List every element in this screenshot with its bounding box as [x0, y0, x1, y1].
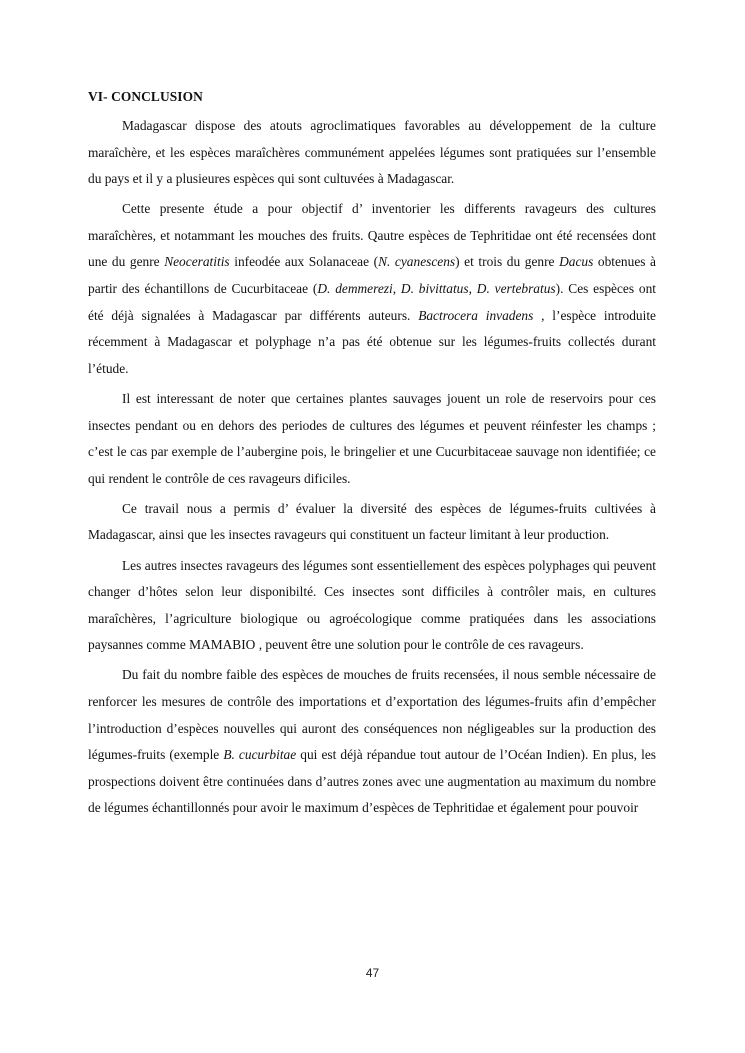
taxon-name: Dacus — [559, 254, 594, 270]
paragraph-intro: Madagascar dispose des atouts agroclimatiques favorables au développement de la culture maraîchère, et les espèces maraîchères communément appelées légumes sont pratiquées sur l’ensemble du pays et il y a plusieures espèces qui sont cultuvées à Madagascar. — [88, 118, 656, 187]
text-run: infeodée aux Solanaceae ( — [229, 254, 379, 270]
text-run: Cette presente étude a pour objectif d’ inventorier les differents ravageurs des cultures maraîchères, et notammant les mouches des fruits. Qautre espèces de Tephritidae ont été recensées dont une du genre — [88, 201, 656, 270]
text-run: ) et trois du genre — [455, 254, 560, 270]
text-run: Du fait du nombre faible des espèces de mouches de fruits recensées, il nous semble nécessaire de renforcer les mesures de contrôle des importations et d’exportation des légumes-fruits afin d’empêcher l’introduction d’espèces nouvelles qui auront des conséquences non négligeables sur la production des légumes-fruits (exemple — [88, 667, 656, 763]
text-run: qui est déjà répandue tout autour de l’Océan Indien). En plus, les prospections doivent être continuées dans d’autres zones avec une augmentation au maximum du nombre de légumes échantillonnés pour avoir le maximum d’espèces de Tephritidae et également pour pouvoir — [88, 747, 656, 816]
document-page — [88, 86, 656, 825]
paragraph-objective — [88, 196, 656, 382]
taxon-name: Neoceratitis — [164, 254, 230, 270]
text-run: , — [468, 281, 477, 297]
taxon-name: N. cyanescens — [378, 254, 456, 270]
text-run: , — [392, 281, 401, 297]
page-number: 47 — [365, 966, 380, 980]
paragraph-diversity: Ce travail nous a permis d’ évaluer la diversité des espèces de légumes-fruits cultivées à Madagascar, ainsi que les insectes ravageurs qui constituent un facteur limitant à leur production. — [88, 500, 656, 543]
paragraph-other-pests: Les autres insectes ravageurs des légumes sont essentiellement des espèces polyphages qui peuvent changer d’hôtes selon leur disponibilté. Ces insectes sont difficiles à contrôler mais, en cultures maraîchères, l’agriculture biologique ou agroécologique comme pratiquées dans les associations paysannes comme MAMABIO , peuvent être une solution pour le contrôle de ces ravageurs. — [88, 557, 656, 653]
taxon-name: D. bivittatus — [400, 281, 469, 297]
text-run: obtenues à partir des échantillons de Cucurbitaceae ( — [88, 254, 656, 297]
paragraph-wild-plants: Il est interessant de noter que certaines plantes sauvages jouent un role de reservoirs pour ces insectes pendant ou en dehors des periodes de cultures des légumes et peuvent réinfester les champs ; c’est le cas par exemple de l’aubergine pois, le bringelier et une Cucurbitaceae sauvage non identifiée; ce qui rendent le contrôle de ces ravageurs dificiles. — [88, 390, 656, 486]
paragraph-recommendations — [88, 662, 656, 822]
text-run: , l’espèce introduite récemment à Madagascar et polyphage n’a pas été obtenue sur les légumes-fruits collectés durant l’étude. — [88, 307, 656, 376]
taxon-name: D. demmerezi — [317, 281, 393, 297]
taxon-name: B. cucurbitae — [223, 747, 297, 763]
taxon-name: Bactrocera invadens — [418, 307, 534, 323]
taxon-name: D. vertebratus — [476, 281, 556, 297]
section-title: VI- CONCLUSION — [88, 89, 203, 104]
text-run: ). Ces espèces ont été déjà signalées à Madagascar par différents auteurs. — [88, 281, 656, 323]
